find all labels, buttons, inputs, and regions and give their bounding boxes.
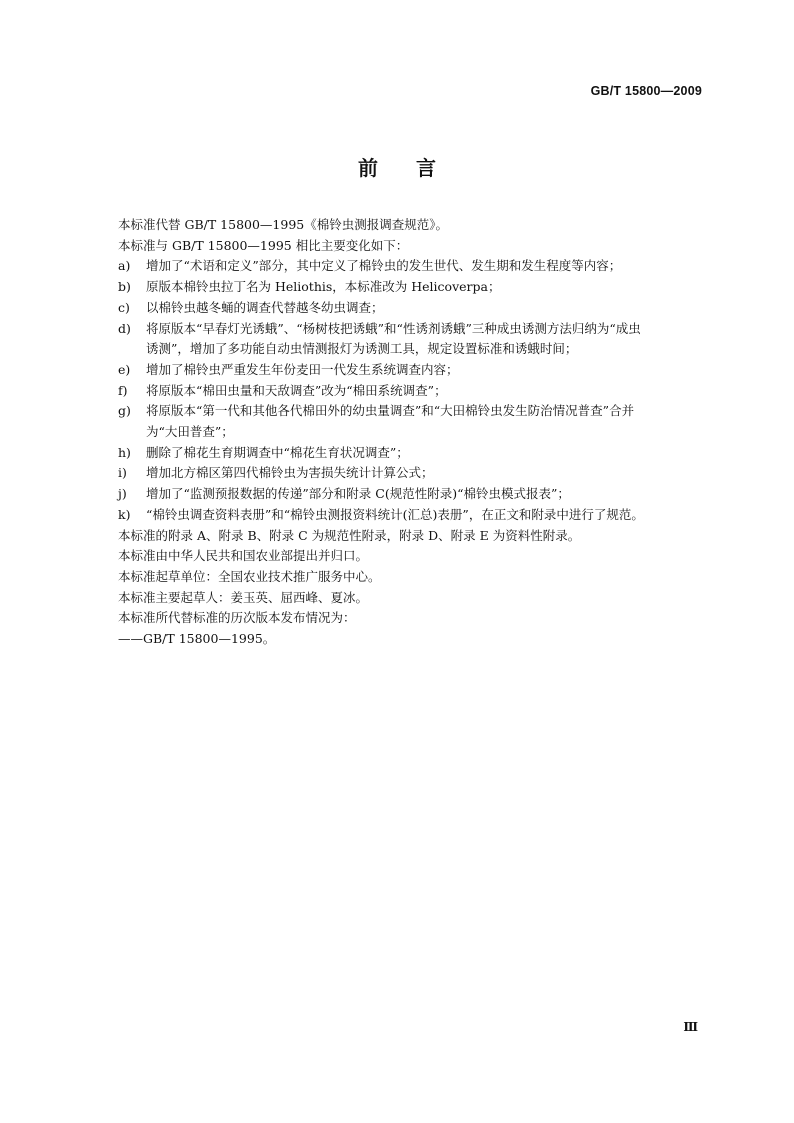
list-item-text: 删除了棉花生育期调查中“棉花生育状况调查”； <box>146 444 409 460</box>
list-marker: j) <box>118 486 127 502</box>
document-body <box>118 215 708 650</box>
list-marker: e) <box>118 361 131 377</box>
page-number: Ⅲ <box>683 1020 698 1034</box>
list-item-text: 诱测”，增加了多功能自动虫情测报灯为诱测工具，规定设置标准和诱蛾时间； <box>146 341 578 357</box>
list-item <box>118 256 708 277</box>
list-marker: c) <box>118 299 130 315</box>
list-marker: f) <box>118 382 128 398</box>
list-marker: g) <box>118 403 131 419</box>
changes-list <box>118 256 708 525</box>
list-item-text: 为“大田普查”； <box>146 424 234 440</box>
list-item <box>118 443 708 464</box>
list-item-text: 原版本棉铃虫拉丁名为 Heliothis，本标准改为 Helicoverpa； <box>146 279 501 295</box>
list-item <box>118 360 708 381</box>
list-marker: b) <box>118 279 131 295</box>
list-item-text: 增加北方棉区第四代棉铃虫为害损失统计计算公式； <box>146 465 434 481</box>
list-marker: h) <box>118 444 131 460</box>
paragraph-replaces: 本标准代替 GB/T 15800—1995《棉铃虫测报调查规范》。 <box>118 217 448 232</box>
paragraph-drafting-unit: 本标准起草单位：全国农业技术推广服务中心。 <box>118 568 381 584</box>
list-item-text: 增加了“术语和定义”部分，其中定义了棉铃虫的发生世代、发生期和发生程度等内容； <box>146 258 622 274</box>
list-item <box>118 484 708 505</box>
paragraph-drafters: 本标准主要起草人：姜玉英、屈西峰、夏冰。 <box>118 589 369 605</box>
standard-code: GB/T 15800—2009 <box>590 84 702 98</box>
list-item <box>118 401 708 442</box>
list-item-text: 增加了棉铃虫严重发生年份麦田一代发生系统调查内容； <box>146 361 459 377</box>
paragraph-annexes: 本标准的附录 A、附录 B、附录 C 为规范性附录，附录 D、附录 E 为资料性附录。 <box>118 527 581 543</box>
list-marker: a) <box>118 258 131 274</box>
paragraph-history-intro: 本标准所代替标准的历次版本发布情况为： <box>118 610 356 626</box>
paragraph-proposer: 本标准由中华人民共和国农业部提出并归口。 <box>118 548 369 564</box>
list-item <box>118 463 708 484</box>
list-item <box>118 505 708 526</box>
list-item-text: 将原版本“早春灯光诱蛾”、“杨树枝把诱蛾”和“性诱剂诱蛾”三种成虫诱测方法归纳为“成虫 <box>146 320 641 336</box>
list-item-text: 将原版本“棉田虫量和天敌调查”改为“棉田系统调查”； <box>146 382 447 398</box>
list-item <box>118 277 708 298</box>
list-item <box>118 319 708 360</box>
list-marker: k) <box>118 506 131 522</box>
list-item-text: “棉铃虫调查资料表册”和“棉铃虫测报资料统计(汇总)表册”，在正文和附录中进行了规范。 <box>146 506 644 522</box>
list-item <box>118 381 708 402</box>
list-item-text: 以棉铃虫越冬蛹的调查代替越冬幼虫调查； <box>146 299 384 315</box>
paragraph-history-item: ——GB/T 15800—1995。 <box>118 631 276 647</box>
list-marker: d) <box>118 320 131 336</box>
list-marker: i) <box>118 465 127 481</box>
paragraph-changes-intro: 本标准与 GB/T 15800—1995 相比主要变化如下： <box>118 237 409 253</box>
page-title: 前言 <box>358 156 474 180</box>
list-item-text: 增加了“监测预报数据的传递”部分和附录 C(规范性附录)“棉铃虫模式报表”； <box>146 486 570 502</box>
list-item-text: 将原版本“第一代和其他各代棉田外的幼虫量调查”和“大田棉铃虫发生防治情况普查”合并 <box>146 403 635 419</box>
list-item <box>118 298 708 319</box>
